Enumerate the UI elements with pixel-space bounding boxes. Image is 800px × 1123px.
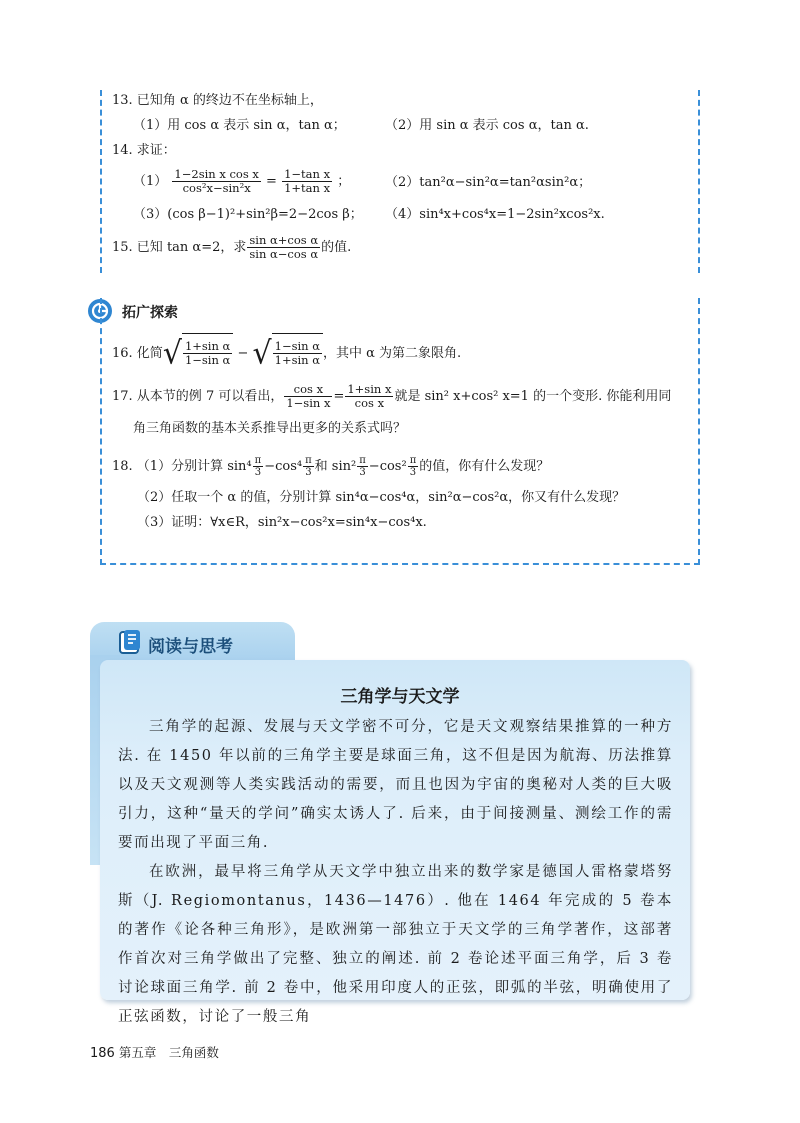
sqrt: √ $\frac{\text{1+sin α}}{\text{1−sin α}}$ [163,333,234,374]
problem-17-line1: 17. 从本节的例 7 可以看出， $\frac{\text{cos x}}{\text{1−sin x}}$ = $\frac{\text{1+sin x}}{\text{cos x}}$ 就是 sin² x+cos² x=1 的一个变形. 你能利用同 [112,382,672,410]
article-paragraph-1: 三角学的起源、发展与天文学密不可分，它是天文观察结果推算的一种方法. 在 1450 年以前的三角学主要是球面三角，这不但是因为航海、历法推算以及天文观测等人类实践活动的需要，而且也因为宇宙的奥秘对人类的巨大吸引力，这种“量天的学问”确实太诱人了. 后来，由于间接测量、测绘工作的需要而出现了平面三角. [118,719,673,851]
fraction: $\frac{\text{1−tan x}}{\text{1+tan x}}$ [284,167,331,195]
section-title-explore: 拓广探索 [122,305,178,321]
page-number: 186 [90,1046,115,1061]
problem-18-part1: 18. （1）分别计算 sin⁴ $\frac{\pi}{3}$ −cos⁴ $\frac{\pi}{3}$ 和 sin² $\frac{\pi}{3}$ −cos² $\frac{\pi}{3}$ 的值，你有什么发现？ [112,455,550,478]
problem-14-part2: （2）tan²α−sin²α=tan²αsin²α； [385,175,592,190]
problem-14-stem: 14. 求证： [112,143,176,158]
article-paragraph-2: 在欧洲，最早将三角学从天文学中独立出来的数学家是德国人雷格蒙塔努斯（J. Regiomontanus，1436—1476）. 他在 1464 年完成的 5 卷本的著作《论各种三角形》，是欧洲第一部独立于天文学的三角学著作，这部著作首次对三角学做出了完整、独立的阐述. 前 2 卷论述平面三角学，后 3 卷讨论球面三角学. 前 2 卷中，他采用印度人的正弦，即弧的半弦，明确使用了正弦函数，讨论了一般三角 [118,864,673,1025]
fraction: $\frac{\pi}{3}$ [254,455,262,478]
problem-17-line2: 角三角函数的基本关系推导出更多的关系式吗？ [133,421,407,436]
article-title: 三角学与天文学 [340,687,460,707]
fraction: $\frac{\pi}{3}$ [359,455,366,478]
reading-book-icon [118,629,142,655]
problem-18-part3: （3）证明：∀x∈R，sin²x−cos²x=sin⁴x−cos⁴x. [137,515,427,530]
fraction: $\frac{\text{cos x}}{\text{1−sin x}}$ [286,382,331,410]
fraction: $\frac{\pi}{3}$ [409,455,417,478]
problem-13-part1: （1）用 cos α 表示 sin α，tan α； [133,118,346,133]
fraction: $\frac{\text{1+sin x}}{\text{cos x}}$ [347,382,392,410]
fraction: $\frac{\text{1+sin α}}{\text{1−sin α}}$ [184,339,231,367]
problem-13-part2: （2）用 sin α 表示 cos α，tan α. [385,118,589,133]
problem-14-part4: （4）sin⁴x+cos⁴x=1−2sin²xcos²x. [385,207,605,222]
problem-15: 15. 已知 tan α=2，求 $\frac{\text{sin α+cos α}}{\text{sin α−cos α}}$ 的值. [112,233,352,261]
sqrt: √ $\frac{\text{1−sin α}}{\text{1+sin α}}$ [253,333,324,374]
fraction: $\frac{\text{1−2sin x cos x}}{\text{cos²x−sin²x}}$ [174,167,259,195]
fraction: $\frac{\text{1−sin α}}{\text{1+sin α}}$ [274,339,320,367]
problem-13-stem: 13. 已知角 α 的终边不在坐标轴上， [112,93,323,108]
chapter-title: 第五章 三角函数 [118,1045,219,1060]
fraction: $\frac{\text{sin α+cos α}}{\text{sin α−cos α}}$ [249,233,319,261]
page-footer [90,1043,219,1061]
fraction: $\frac{\pi}{3}$ [305,455,312,478]
problem-14-part3: （3）(cos β−1)²+sin²β=2−2cos β； [133,207,363,222]
problem-14-part1: （1） $\frac{\text{1−2sin x cos x}}{\text{cos²x−sin²x}}$ = $\frac{\text{1−tan x}}{\text{1+tan x}}$ ； [133,167,351,195]
problem-18-part2: （2）任取一个 α 的值，分别计算 sin⁴α−cos⁴α，sin²α−cos²α，你又有什么发现？ [137,490,626,505]
reading-tab-label: 阅读与思考 [148,637,233,657]
problem-16: 16. 化简√ $\frac{\text{1+sin α}}{\text{1−sin α}}$ − √ $\frac{\text{1−sin α}}{\text{1+sin α}}$ ，其中 α 为第二象限角. [112,333,461,374]
